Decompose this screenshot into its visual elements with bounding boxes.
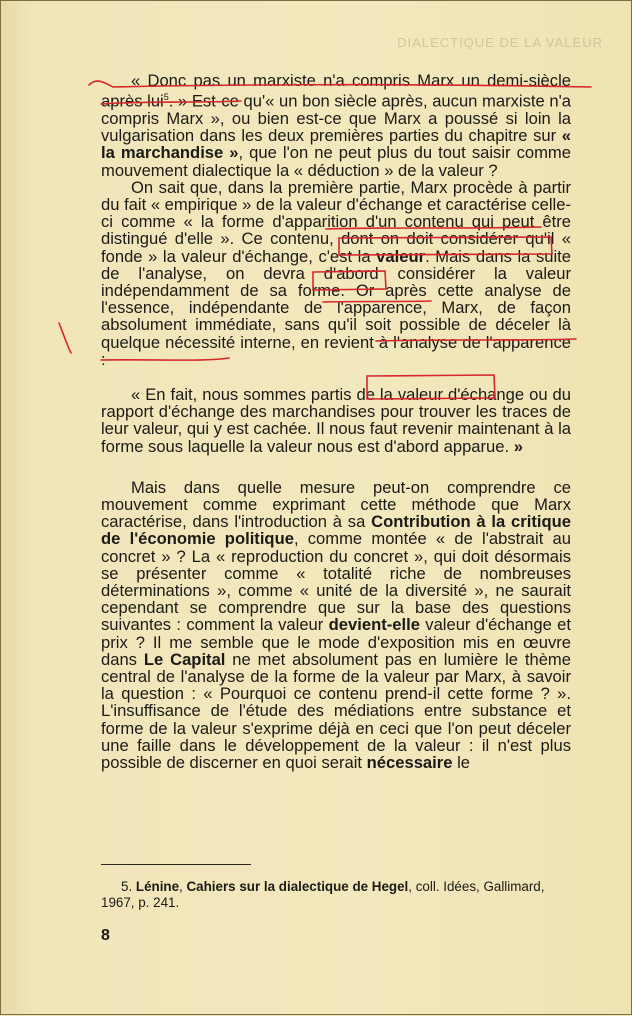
paragraph-1: « Donc pas un marxiste n'a compris Marx un demi-siècle après lui$^5$. » Est-ce qu'« un bon siècle après, aucun marxiste n'a compris Marx », ou bien est-ce que Marx a poussé si loin la vulgarisation dans les deux premières parties du chapitre sur « la marchandise », que l'on ne peut plus du tout saisir comme mouvement dialectique la « déduction » de la valeur ? — [101, 71, 571, 180]
bleed-through-header: DIALECTIQUE DE LA VALEUR — [397, 35, 603, 50]
footnote-rule — [101, 864, 251, 865]
pen-margin-mark — [59, 323, 71, 353]
paragraph-3: Mais dans quelle mesure peut-on comprendre ce mouvement comme exprimant cette méthode que Marx caractérise, dans l'introduction à sa Contribution à la critique de l'économie politique, comme montée « de l'abstrait au concret » ? La « reproduction du concret », qui doit désormais se présenter comme « totalité riche de nombreuses déterminations », comme « unité de la diversité », ne saurait cependant se comprendre que sur la base des questions suivantes : comment la valeur devient-elle valeur d'échange et prix ? Il me semble que le mode d'exposition mis en œuvre dans Le Capital ne met absolument pas en lumière le thème central de l'analyse de la forme de la valeur par Marx, à savoir la question : « Pourquoi ce contenu prend-il cette forme ? ». L'insuffisance de l'étude des médiations entre substance et forme de la valeur s'exprime déjà en ceci que l'on peut déceler une faille dans le développement de la valeur : il n'est plus possible de discerner en quoi serait nécessaire le — [101, 477, 571, 773]
page-number: 8 — [101, 927, 110, 944]
paragraph-2: On sait que, dans la première partie, Marx procède à partir du fait « empirique » de la valeur d'échange et caractérise celle-ci comme « la forme d'apparition d'un contenu qui peut être distingué d'elle ». Ce contenu, dont on doit considérer qu'il « fonde » la valeur d'échange, c'est la valeur. Mais dans la suite de l'analyse, on devra d'abord considérer la valeur indépendamment de sa forme. Or après cette analyse de l'essence, indépendante de l'apparence, Marx, de façon absolument immédiate, sans qu'il soit possible de déceler là quelque nécessité interne, en revient à l'analyse de l'apparence : — [101, 177, 572, 369]
footnote: 5. Lénine, Cahiers sur la dialectique de Hegel, coll. Idées, Gallimard, 1967, p. 241. — [101, 879, 545, 910]
footnote-ref: 5 — [163, 92, 169, 103]
body-text — [101, 72, 571, 771]
quotation: « En fait, nous sommes partis de la valeur d'échange ou du rapport d'échange des marchandises pour trouver les traces de leur valeur, qui y est cachée. Il nous faut revenir maintenant à la forme sous laquelle la valeur nous est d'abord apparue. » — [101, 384, 571, 456]
